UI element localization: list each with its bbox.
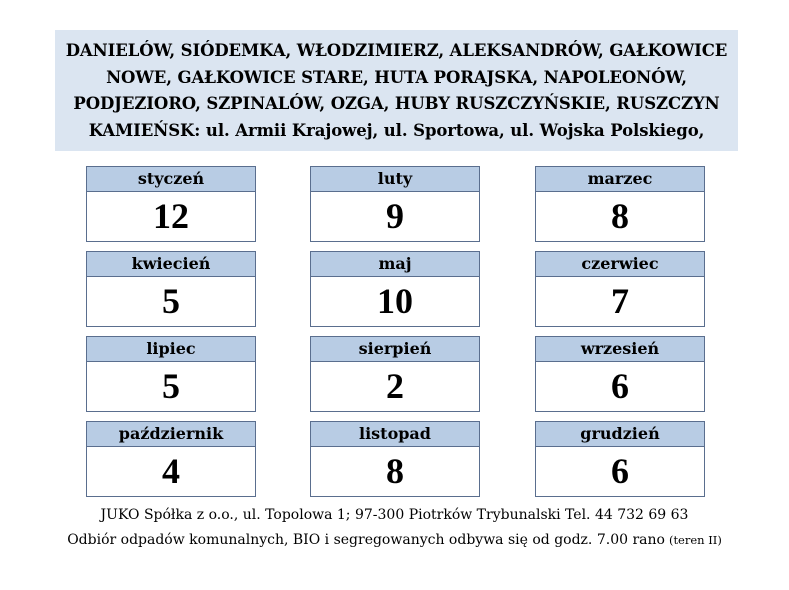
month-name: marzec <box>536 167 704 192</box>
header-line-3: PODJEZIORO, SZPINALÓW, OZGA, HUBY RUSZCZYŃSKIE, RUSZCZYN <box>73 94 720 113</box>
month-name: lipiec <box>87 337 255 362</box>
month-value: 9 <box>386 196 404 236</box>
month-card-wrzesien <box>535 336 705 412</box>
locations-header <box>55 30 738 151</box>
collection-info <box>0 532 789 548</box>
month-value: 10 <box>377 281 413 321</box>
month-card-lipiec <box>86 336 256 412</box>
month-card-sierpien <box>310 336 480 412</box>
month-card-styczen <box>86 166 256 242</box>
month-name: październik <box>87 422 255 447</box>
month-name: maj <box>311 252 479 277</box>
month-name: kwiecień <box>87 252 255 277</box>
header-line-2: NOWE, GAŁKOWICE STARE, HUTA PORAJSKA, NAPOLEONÓW, <box>106 67 687 87</box>
month-value: 7 <box>611 281 629 321</box>
company-info: JUKO Spółka z o.o., ul. Topolowa 1; 97-300 Piotrków Trybunalski Tel. 44 732 69 63 <box>100 507 689 523</box>
month-value: 6 <box>611 451 629 491</box>
month-name: grudzień <box>536 422 704 447</box>
header-line-1: DANIELÓW, SIÓDEMKA, WŁODZIMIERZ, ALEKSANDRÓW, GAŁKOWICE <box>65 41 728 60</box>
month-card-luty <box>310 166 480 242</box>
month-card-grudzien <box>535 421 705 497</box>
month-card-pazdziernik <box>86 421 256 497</box>
area-note: (teren II) <box>668 533 722 547</box>
month-name: czerwiec <box>536 252 704 277</box>
month-card-marzec <box>535 166 705 242</box>
month-name: wrzesień <box>536 337 704 362</box>
month-value: 8 <box>386 451 404 491</box>
month-value: 2 <box>386 366 404 406</box>
month-name: listopad <box>311 422 479 447</box>
month-name: sierpień <box>311 337 479 362</box>
collection-info-text: Odbiór odpadów komunalnych, BIO i segregowanych odbywa się od godz. 7.00 rano <box>67 532 665 548</box>
month-value: 6 <box>611 366 629 406</box>
month-value: 5 <box>162 366 180 406</box>
month-card-maj <box>310 251 480 327</box>
month-value: 8 <box>611 196 629 236</box>
header-line-4: KAMIEŃSK: ul. Armii Krajowej, ul. Sportowa, ul. Wojska Polskiego, <box>88 120 705 140</box>
month-value: 12 <box>153 196 189 236</box>
month-name: luty <box>311 167 479 192</box>
month-card-kwiecien <box>86 251 256 327</box>
month-value: 4 <box>162 451 180 491</box>
month-value: 5 <box>162 281 180 321</box>
month-card-czerwiec <box>535 251 705 327</box>
month-card-listopad <box>310 421 480 497</box>
month-name: styczeń <box>87 167 255 192</box>
